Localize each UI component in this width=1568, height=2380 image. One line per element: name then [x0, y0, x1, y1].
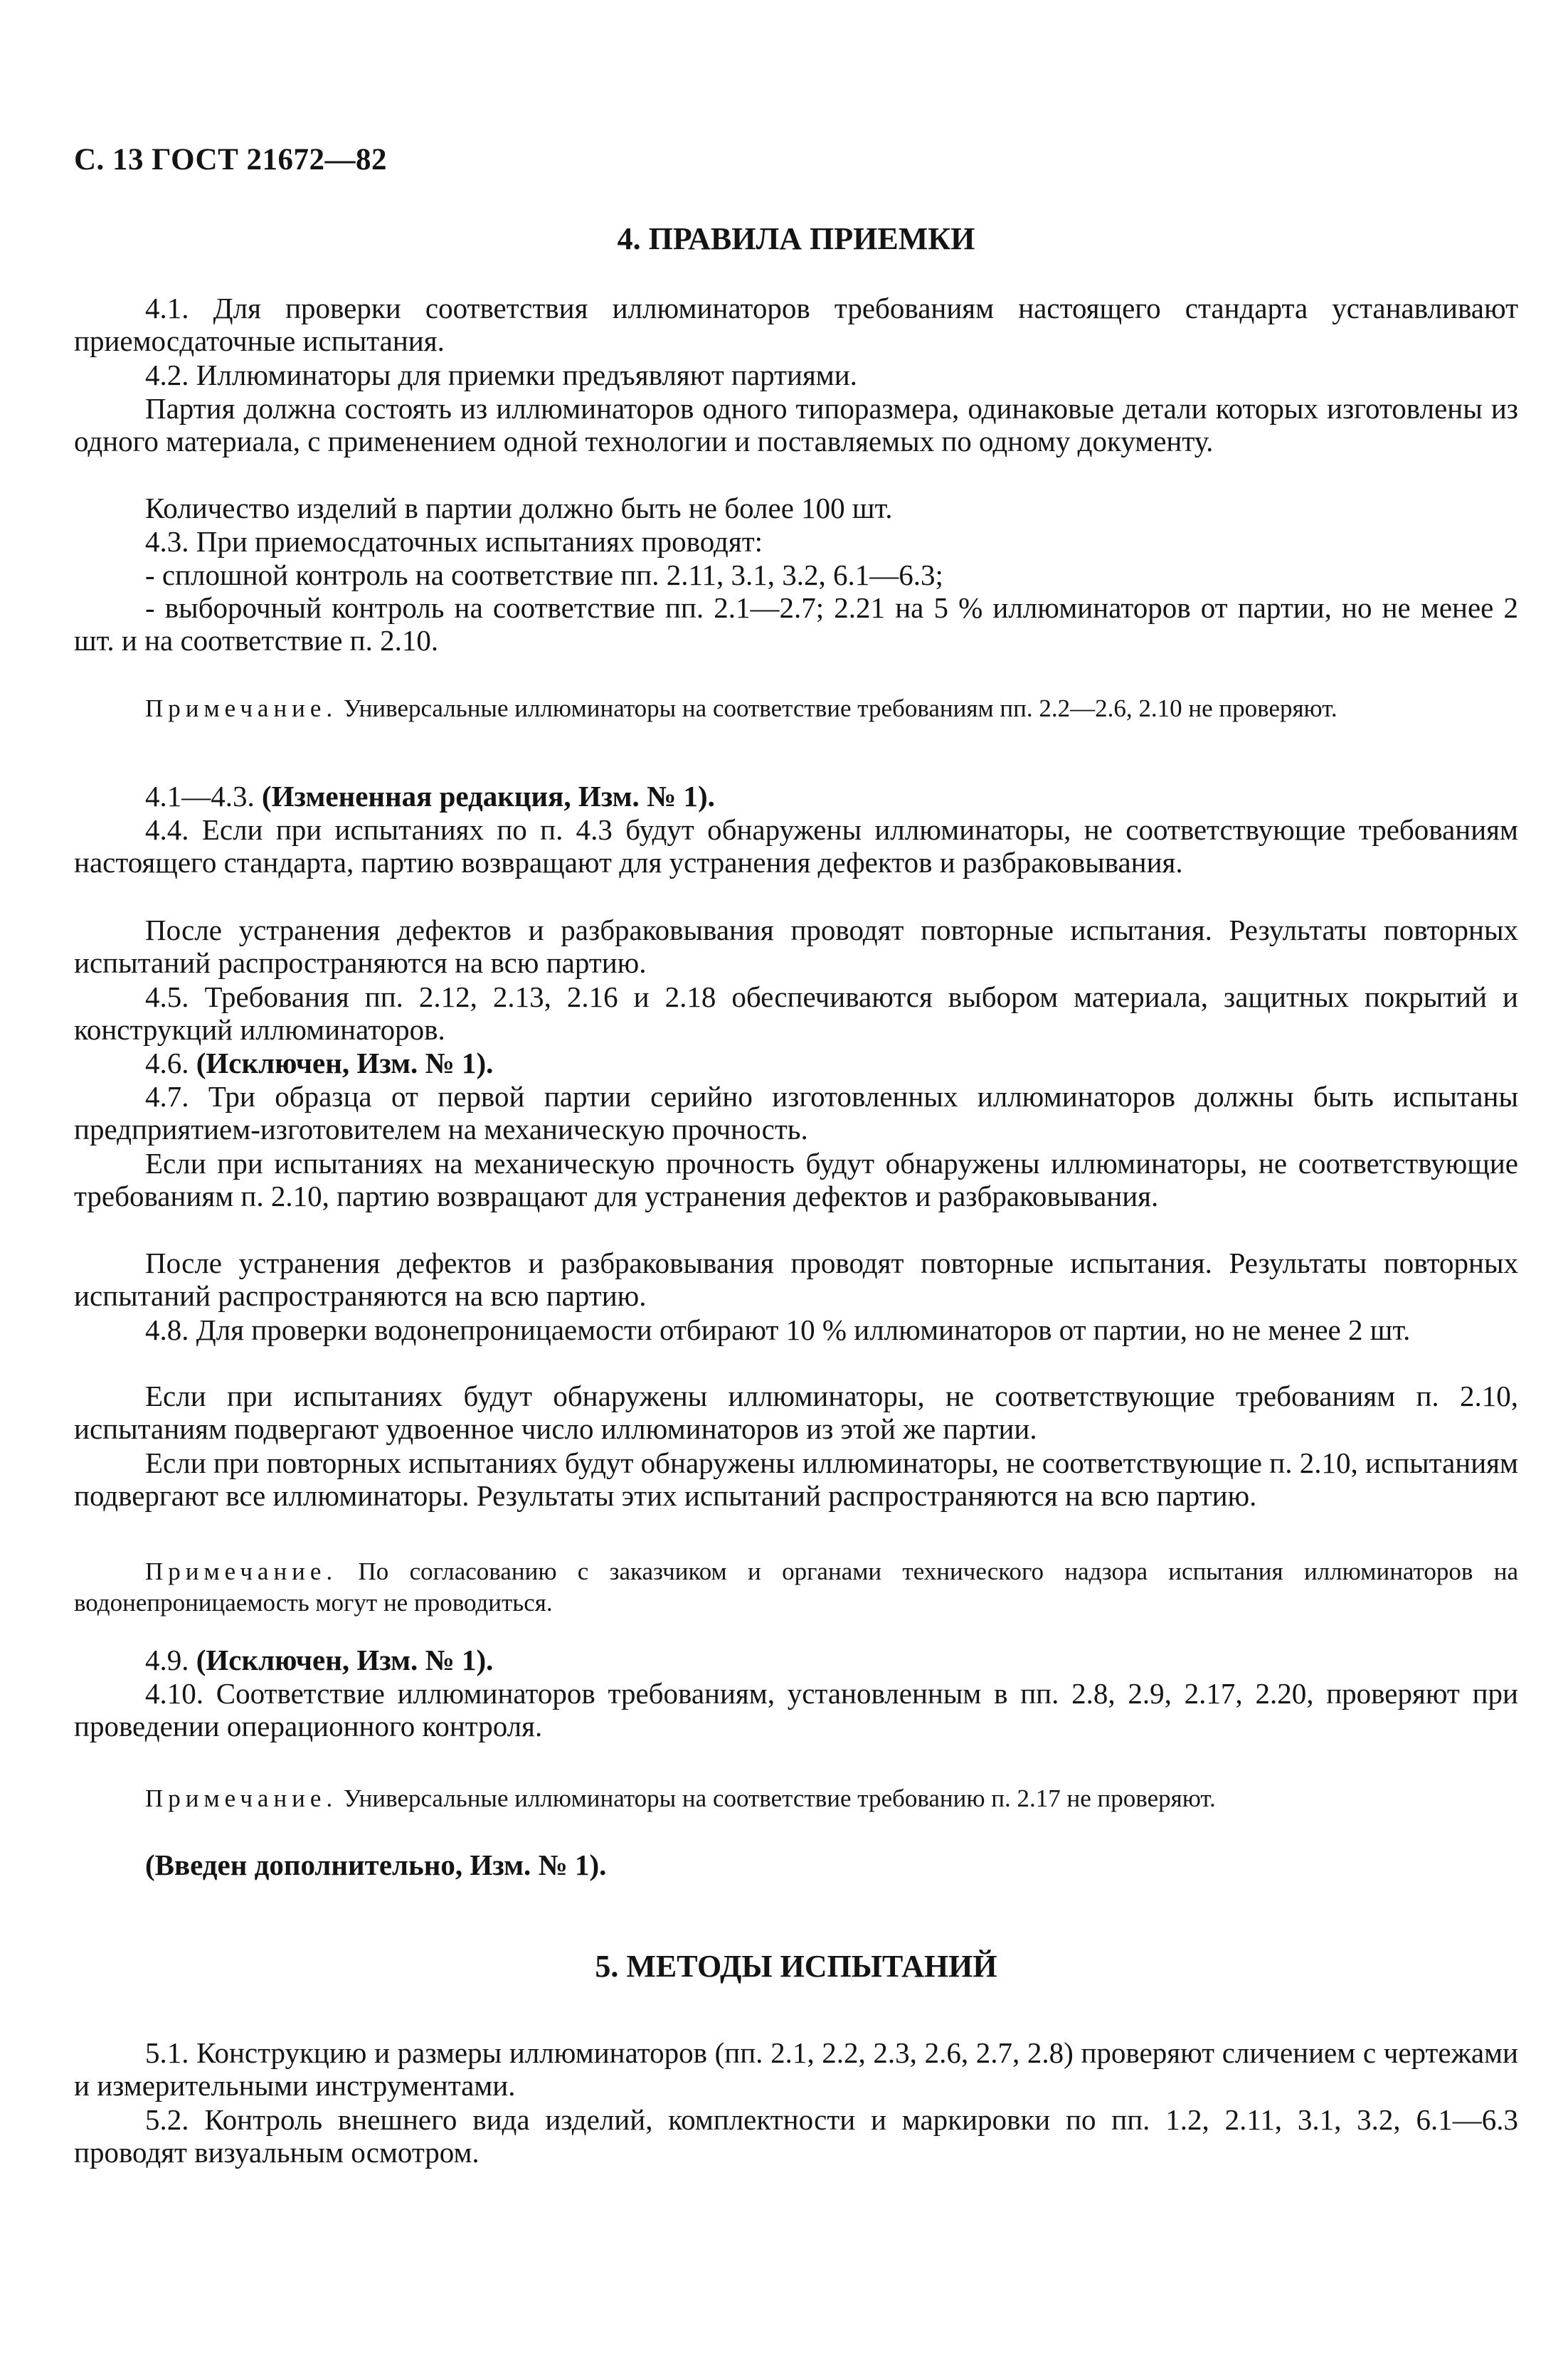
amendment-1-text: (Измененная редакция, Изм. № 1).	[262, 780, 715, 813]
paragraph-5-2: 5.2. Контроль внешнего вида изделий, комплектности и маркировки по пп. 1.2, 2.11, 3.1, 3.2, 6.1—6.3 проводят визуальным осмотром.	[74, 2103, 1518, 2169]
paragraph-4-8-failure: Если при испытаниях будут обнаружены иллюминаторы, не соответствующие требованиям п. 2.10, испытаниям подвергают удвоенное число иллюминаторов из этой же партии.	[74, 1380, 1518, 1445]
paragraph-4-2-lot: Партия должна состоять из иллюминаторов одного типоразмера, одинаковые детали которых изготовлены из одного материала, с применением одной технологии и поставляемых по одному документу.	[74, 392, 1518, 458]
note-1-text: Универсальные иллюминаторы на соответствие требованиям пп. 2.2—2.6, 2.10 не проверяют.	[337, 694, 1337, 722]
section-4-title: 4. ПРАВИЛА ПРИЕМКИ	[617, 221, 975, 256]
paragraph-4-5: 4.5. Требования пп. 2.12, 2.13, 2.16 и 2.18 обеспечиваются выбором материала, защитных покрытий и конструкций иллюминаторов.	[74, 980, 1518, 1046]
paragraph-4-4: 4.4. Если при испытаниях по п. 4.3 будут обнаружены иллюминаторы, не соответствующие требованиям настоящего стандарта, партию возвращают для устранения дефектов и разбраковывания.	[74, 813, 1518, 879]
amendment-2-text: (Введен дополнительно, Изм. № 1).	[145, 1849, 607, 1881]
paragraph-4-8: 4.8. Для проверки водонепроницаемости отбирают 10 % иллюминаторов от партии, но не менее 2 шт.	[145, 1313, 1411, 1346]
amendment-1-number: 4.1—4.3.	[145, 780, 262, 813]
paragraph-4-7: 4.7. Три образца от первой партии серийно изготовленных иллюминаторов должны быть испытаны предприятием-изготовителем на механическую прочность.	[74, 1080, 1518, 1146]
paragraph-4-8-retest: Если при повторных испытаниях будут обнаружены иллюминаторы, не соответствующие п. 2.10, испытаниям подвергают все иллюминаторы. Результаты этих испытаний распространяются на всю партию.	[74, 1446, 1518, 1512]
paragraph-4-6	[74, 1047, 1518, 1079]
paragraph-4-1: 4.1. Для проверки соответствия иллюминаторов требованиям настоящего стандарта устанавливают приемосдаточные испытания.	[74, 292, 1518, 357]
paragraph-4-3-item-2: - выборочный контроль на соответствие пп. 2.1—2.7; 2.21 на 5 % иллюминаторов от партии, но не менее 2 шт. и на соответствие п. 2.10.	[74, 591, 1518, 657]
paragraph-4-9	[74, 1644, 1518, 1676]
paragraph-4-6-number: 4.6.	[145, 1047, 196, 1079]
note-3	[74, 1783, 1518, 1814]
note-3-text: Универсальные иллюминаторы на соответствие требованию п. 2.17 не проверяют.	[337, 1784, 1216, 1812]
note-1	[74, 693, 1518, 724]
paragraph-4-6-text: (Исключен, Изм. № 1).	[196, 1047, 494, 1079]
paragraph-amendment-4-1-4-3	[74, 780, 1518, 813]
note-2	[74, 1556, 1518, 1619]
section-5-title: 5. МЕТОДЫ ИСПЫТАНИЙ	[595, 1949, 997, 1984]
paragraph-4-10: 4.10. Соответствие иллюминаторов требованиям, установленным в пп. 2.8, 2.9, 2.17, 2.20, проверяют при проведении операционного контроля.	[74, 1677, 1518, 1742]
paragraph-4-3-item-1: - сплошной контроль на соответствие пп. 2.11, 3.1, 3.2, 6.1—6.3;	[145, 559, 943, 591]
note-2-text: По согласованию с заказчиком и органами технического надзора испытания иллюминаторов на водонепроницаемость могут не проводиться.	[74, 1557, 1518, 1617]
paragraph-4-9-text: (Исключен, Изм. № 1).	[196, 1644, 494, 1676]
paragraph-4-4-retest: После устранения дефектов и разбраковывания проводят повторные испытания. Результаты повторных испытаний распространяются на всю партию.	[74, 914, 1518, 979]
paragraph-4-9-number: 4.9.	[145, 1644, 196, 1676]
paragraph-4-3: 4.3. При приемосдаточных испытаниях проводят:	[145, 525, 763, 558]
paragraph-4-7-retest: После устранения дефектов и разбраковывания проводят повторные испытания. Результаты повторных испытаний распространяются на всю партию.	[74, 1247, 1518, 1312]
paragraph-4-2: 4.2. Иллюминаторы для приемки предъявляют партиями.	[145, 359, 857, 391]
paragraph-4-7-failure: Если при испытаниях на механическую прочность будут обнаружены иллюминаторы, не соответствующие требованиям п. 2.10, партию возвращают для устранения дефектов и разбраковывания.	[74, 1147, 1518, 1212]
note-1-label: Примечание.	[145, 694, 338, 722]
page-header: С. 13 ГОСТ 21672—82	[74, 143, 388, 176]
paragraph-5-1: 5.1. Конструкцию и размеры иллюминаторов (пп. 2.1, 2.2, 2.3, 2.6, 2.7, 2.8) проверяют сличением с чертежами и измерительными инструментами.	[74, 2036, 1518, 2102]
paragraph-4-2-quantity: Количество изделий в партии должно быть не более 100 шт.	[145, 492, 893, 524]
paragraph-amendment-added	[74, 1849, 1518, 1881]
note-3-label: Примечание.	[145, 1784, 338, 1812]
note-2-label: Примечание.	[145, 1557, 338, 1585]
